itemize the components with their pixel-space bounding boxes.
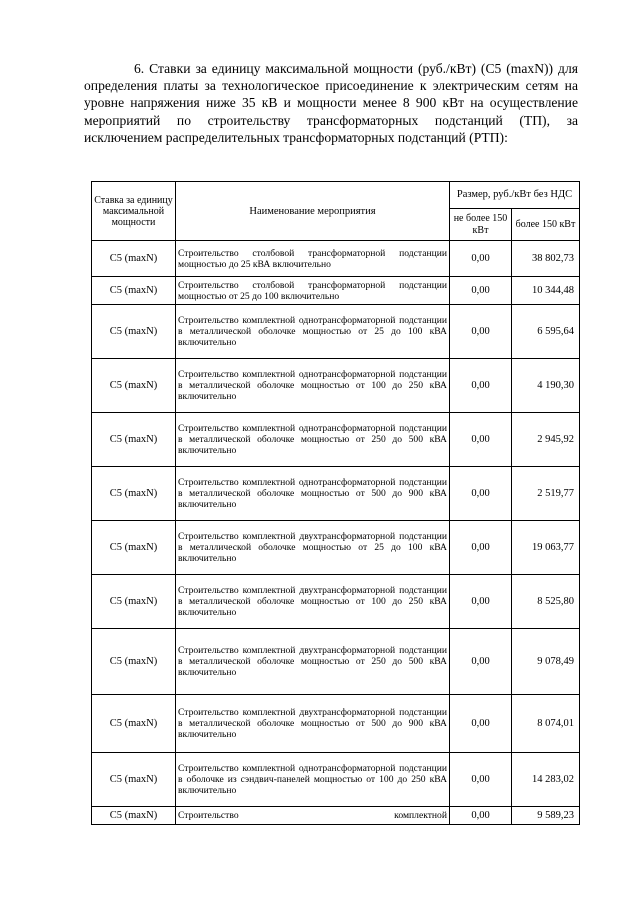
header-size: Размер, руб./кВт без НДС bbox=[450, 182, 580, 209]
section-intro-paragraph: 6. Ставки за единицу максимальной мощности (руб./кВт) (С5 (maxN)) для определения платы за технологическое присоединение к электрическим сетям на уровне напряжения ниже 35 кВ и мощности менее 8 900 кВт на осуществление мероприятий по строительству трансформаторных подстанций (ТП), за исключением распределительных трансформаторных подстанций (РТП): bbox=[84, 61, 578, 145]
value-gt150-cell: 2 519,77 bbox=[512, 467, 580, 521]
measure-name-cell: Строительство комплектной однотрансформаторной подстанции в металлической оболочке мощностью от 500 до 900 кВА включительно bbox=[176, 467, 450, 521]
table-row bbox=[92, 305, 580, 359]
value-le150-cell: 0,00 bbox=[450, 695, 512, 753]
table-row bbox=[92, 467, 580, 521]
value-gt150-cell: 8 525,80 bbox=[512, 575, 580, 629]
value-le150-cell: 0,00 bbox=[450, 629, 512, 695]
value-gt150-cell: 9 078,49 bbox=[512, 629, 580, 695]
value-le150-cell: 0,00 bbox=[450, 277, 512, 305]
measure-name-cell: Строительство комплектной однотрансформаторной подстанции в металлической оболочке мощностью от 100 до 250 кВА включительно bbox=[176, 359, 450, 413]
measure-name-cell: Строительство комплектной однотрансформаторной подстанции в металлической оболочке мощностью от 25 до 100 кВА включительно bbox=[176, 305, 450, 359]
table-row bbox=[92, 413, 580, 467]
table-row bbox=[92, 575, 580, 629]
value-le150-cell: 0,00 bbox=[450, 575, 512, 629]
measure-name-cell: Строительство столбовой трансформаторной подстанции мощностью от 25 до 100 включительно bbox=[176, 277, 450, 305]
rate-code-cell: С5 (maxN) bbox=[92, 521, 176, 575]
value-gt150-cell: 38 802,73 bbox=[512, 241, 580, 277]
measure-name-cell: Строительство столбовой трансформаторной подстанции мощностью до 25 кВА включительно bbox=[176, 241, 450, 277]
header-name: Наименование мероприятия bbox=[176, 182, 450, 241]
measure-name-cell: Строительство комплектной двухтрансформаторной подстанции в металлической оболочке мощностью от 250 до 500 кВА включительно bbox=[176, 629, 450, 695]
value-le150-cell: 0,00 bbox=[450, 753, 512, 807]
measure-name-cell: Строительство комплектной двухтрансформаторной подстанции в металлической оболочке мощностью от 25 до 100 кВА включительно bbox=[176, 521, 450, 575]
value-le150-cell: 0,00 bbox=[450, 807, 512, 825]
measure-name-cell: Строительство комплектной двухтрансформаторной подстанции в металлической оболочке мощностью от 500 до 900 кВА включительно bbox=[176, 695, 450, 753]
header-le150: не более 150 кВт bbox=[450, 209, 512, 241]
value-gt150-cell: 2 945,92 bbox=[512, 413, 580, 467]
value-gt150-cell: 19 063,77 bbox=[512, 521, 580, 575]
table-row bbox=[92, 241, 580, 277]
rate-code-cell: С5 (maxN) bbox=[92, 277, 176, 305]
value-gt150-cell: 4 190,30 bbox=[512, 359, 580, 413]
rate-code-cell: С5 (maxN) bbox=[92, 305, 176, 359]
rate-code-cell: С5 (maxN) bbox=[92, 359, 176, 413]
table-row bbox=[92, 753, 580, 807]
table-row bbox=[92, 695, 580, 753]
value-le150-cell: 0,00 bbox=[450, 241, 512, 277]
value-le150-cell: 0,00 bbox=[450, 359, 512, 413]
table-header-row bbox=[92, 182, 580, 209]
value-le150-cell: 0,00 bbox=[450, 467, 512, 521]
value-le150-cell: 0,00 bbox=[450, 521, 512, 575]
value-gt150-cell: 6 595,64 bbox=[512, 305, 580, 359]
rate-code-cell: С5 (maxN) bbox=[92, 467, 176, 521]
value-gt150-cell: 10 344,48 bbox=[512, 277, 580, 305]
value-le150-cell: 0,00 bbox=[450, 305, 512, 359]
measure-name-cell: Строительство комплектной однотрансформаторной подстанции в металлической оболочке мощностью от 250 до 500 кВА включительно bbox=[176, 413, 450, 467]
table-row bbox=[92, 277, 580, 305]
measure-name-cell: Строительство комплектной bbox=[176, 807, 450, 825]
rate-code-cell: С5 (maxN) bbox=[92, 695, 176, 753]
rate-code-cell: С5 (maxN) bbox=[92, 575, 176, 629]
rate-code-cell: С5 (maxN) bbox=[92, 413, 176, 467]
table-row bbox=[92, 359, 580, 413]
header-rate: Ставка за единицу максимальной мощности bbox=[92, 182, 176, 241]
header-gt150: более 150 кВт bbox=[512, 209, 580, 241]
value-gt150-cell: 8 074,01 bbox=[512, 695, 580, 753]
value-le150-cell: 0,00 bbox=[450, 413, 512, 467]
measure-name-cell: Строительство комплектной двухтрансформаторной подстанции в металлической оболочке мощностью от 100 до 250 кВА включительно bbox=[176, 575, 450, 629]
value-gt150-cell: 14 283,02 bbox=[512, 753, 580, 807]
rates-table bbox=[91, 181, 580, 825]
table-row bbox=[92, 807, 580, 825]
measure-name-cell: Строительство комплектной однотрансформаторной подстанции в оболочке из сэндвич-панелей мощностью от 100 до 250 кВА включительно bbox=[176, 753, 450, 807]
rate-code-cell: С5 (maxN) bbox=[92, 241, 176, 277]
value-gt150-cell: 9 589,23 bbox=[512, 807, 580, 825]
rate-code-cell: С5 (maxN) bbox=[92, 807, 176, 825]
table-row bbox=[92, 521, 580, 575]
rate-code-cell: С5 (maxN) bbox=[92, 629, 176, 695]
rate-code-cell: С5 (maxN) bbox=[92, 753, 176, 807]
table-row bbox=[92, 629, 580, 695]
